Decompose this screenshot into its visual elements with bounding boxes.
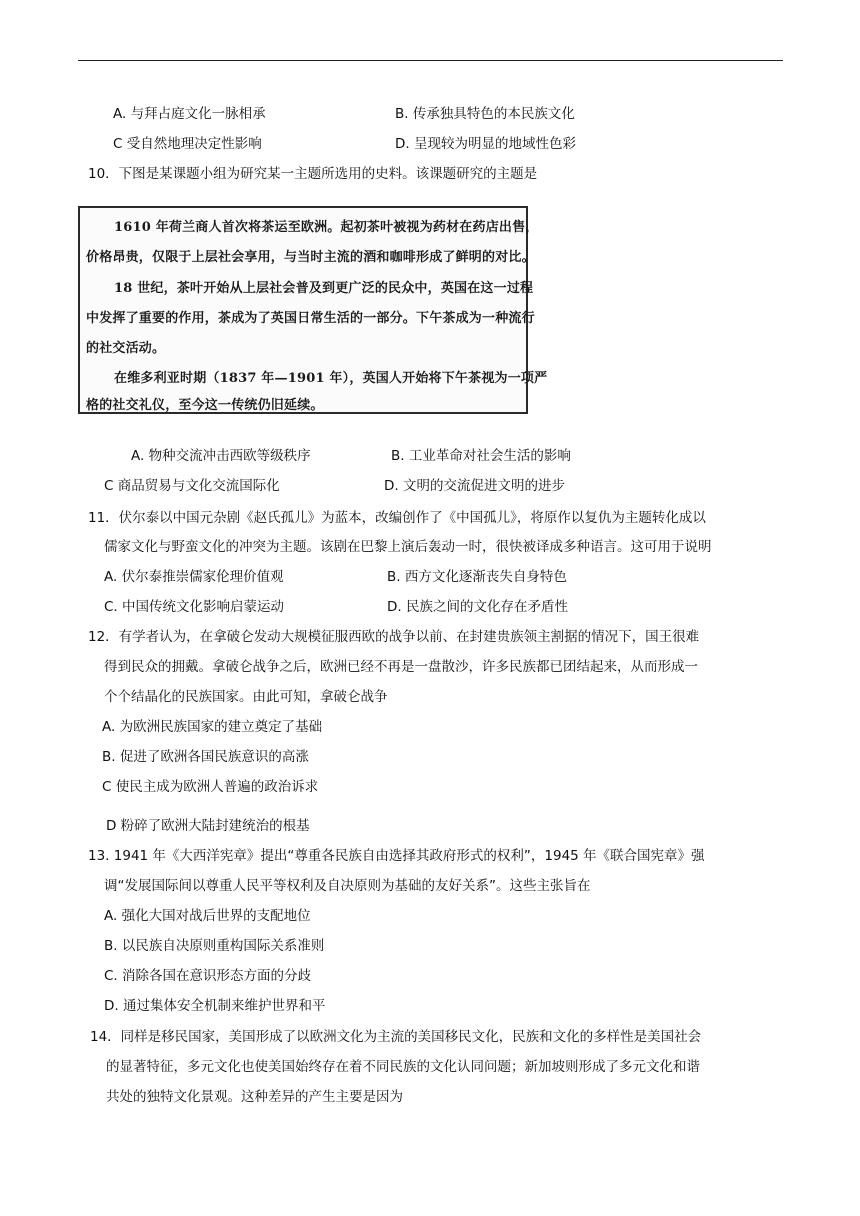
q12-option-a: A. 为欧洲民族国家的建立奠定了基础 <box>102 719 323 735</box>
source-line: 1610 年荷兰商人首次将茶运至欧洲。起初茶叶被视为药材在药店出售， <box>114 220 539 235</box>
source-line: 在维多利亚时期（1837 年—1901 年），英国人开始将下午茶视为一项严 <box>114 371 548 386</box>
source-line: 格的社交礼仪，至今这一传统仍旧延续。 <box>86 398 324 413</box>
source-line: 18 世纪，茶叶开始从上层社会普及到更广泛的民众中，英国在这一过程 <box>114 281 534 296</box>
q12-stem-line2: 得到民众的拥戴。拿破仑战争之后，欧洲已经不再是一盘散沙，许多民族都已团结起来，从而形成一 <box>104 659 698 675</box>
q14-stem-line1: 14．同样是移民国家，美国形成了以欧洲文化为主流的美国移民文化，民族和文化的多样性是美国社会 <box>90 1029 702 1045</box>
q12-option-c: C 使民主成为欧洲人普遍的政治诉求 <box>102 779 319 795</box>
q9-option-c: C 受自然地理决定性影响 <box>113 136 262 152</box>
q10-option-a: A. 物种交流冲击西欧等级秩序 <box>131 448 311 464</box>
q9-option-a: A. 与拜占庭文化一脉相承 <box>113 106 266 122</box>
q13-option-c: C. 消除各国在意识形态方面的分歧 <box>104 968 312 984</box>
q11-option-d: D. 民族之间的文化存在矛盾性 <box>387 599 568 615</box>
q10-option-c: C 商品贸易与文化交流国际化 <box>104 478 280 494</box>
q12-stem-line3: 个个结晶化的民族国家。由此可知，拿破仑战争 <box>104 689 388 705</box>
q13-stem-line1: 13. 1941 年《大西洋宪章》提出“尊重各民族自由选择其政府形式的权利”，1945 年《联合国宪章》强 <box>88 848 705 864</box>
q9-option-b: B. 传承独具特色的本民族文化 <box>395 106 575 122</box>
source-line: 中发挥了重要的作用，茶成为了英国日常生活的一部分。下午茶成为一种流行 <box>86 311 535 326</box>
source-line: 价格昂贵，仅限于上层社会享用，与当时主流的酒和咖啡形成了鲜明的对比。 <box>86 250 535 265</box>
q14-stem-line3: 共处的独特文化景观。这种差异的产生主要是因为 <box>106 1089 403 1105</box>
q12-option-b: B. 促进了欧洲各国民族意识的高涨 <box>102 749 309 765</box>
q13-option-b: B. 以民族自决原则重构国际关系准则 <box>104 938 325 954</box>
q14-stem-line2: 的显著特征，多元文化也使美国始终存在着不同民族的文化认同问题；新加坡则形成了多元文化和谐 <box>106 1059 700 1075</box>
q12-stem-line1: 12．有学者认为，在拿破仑发动大规模征服西欧的战争以前、在封建贵族领主割据的情况下，国王很难 <box>88 629 700 645</box>
q11-option-b: B. 西方文化逐渐丧失自身特色 <box>387 569 567 585</box>
q10-stem: 10．下图是某课题小组为研究某一主题所选用的史料。该课题研究的主题是 <box>88 166 538 182</box>
q11-option-a: A. 伏尔泰推崇儒家伦理价值观 <box>104 569 284 585</box>
q11-stem-line1: 11．伏尔泰以中国元杂剧《赵氏孤儿》为蓝本，改编创作了《中国孤儿》，将原作以复仇为主题转化成以 <box>88 510 706 526</box>
q10-option-d: D. 文明的交流促进文明的进步 <box>384 478 565 494</box>
q11-option-c: C. 中国传统文化影响启蒙运动 <box>104 599 285 615</box>
q13-stem-line2: 调“发展国际间以尊重人民平等权利及自决原则为基础的友好关系”。这些主张旨在 <box>104 878 591 894</box>
q11-stem-line2: 儒家文化与野蛮文化的冲突为主题。该剧在巴黎上演后轰动一时，很快被译成多种语言。这可用于说明 <box>104 539 712 555</box>
header-rule <box>78 60 783 61</box>
q12-option-d: D 粉碎了欧洲大陆封建统治的根基 <box>106 818 310 834</box>
q10-source-image <box>78 206 548 414</box>
source-line: 的社交活动。 <box>86 341 166 356</box>
q10-option-b: B. 工业革命对社会生活的影响 <box>391 448 571 464</box>
q13-option-d: D. 通过集体安全机制来维护世界和平 <box>104 998 326 1014</box>
q9-option-d: D. 呈现较为明显的地域性色彩 <box>395 136 576 152</box>
q13-option-a: A. 强化大国对战后世界的支配地位 <box>104 908 311 924</box>
